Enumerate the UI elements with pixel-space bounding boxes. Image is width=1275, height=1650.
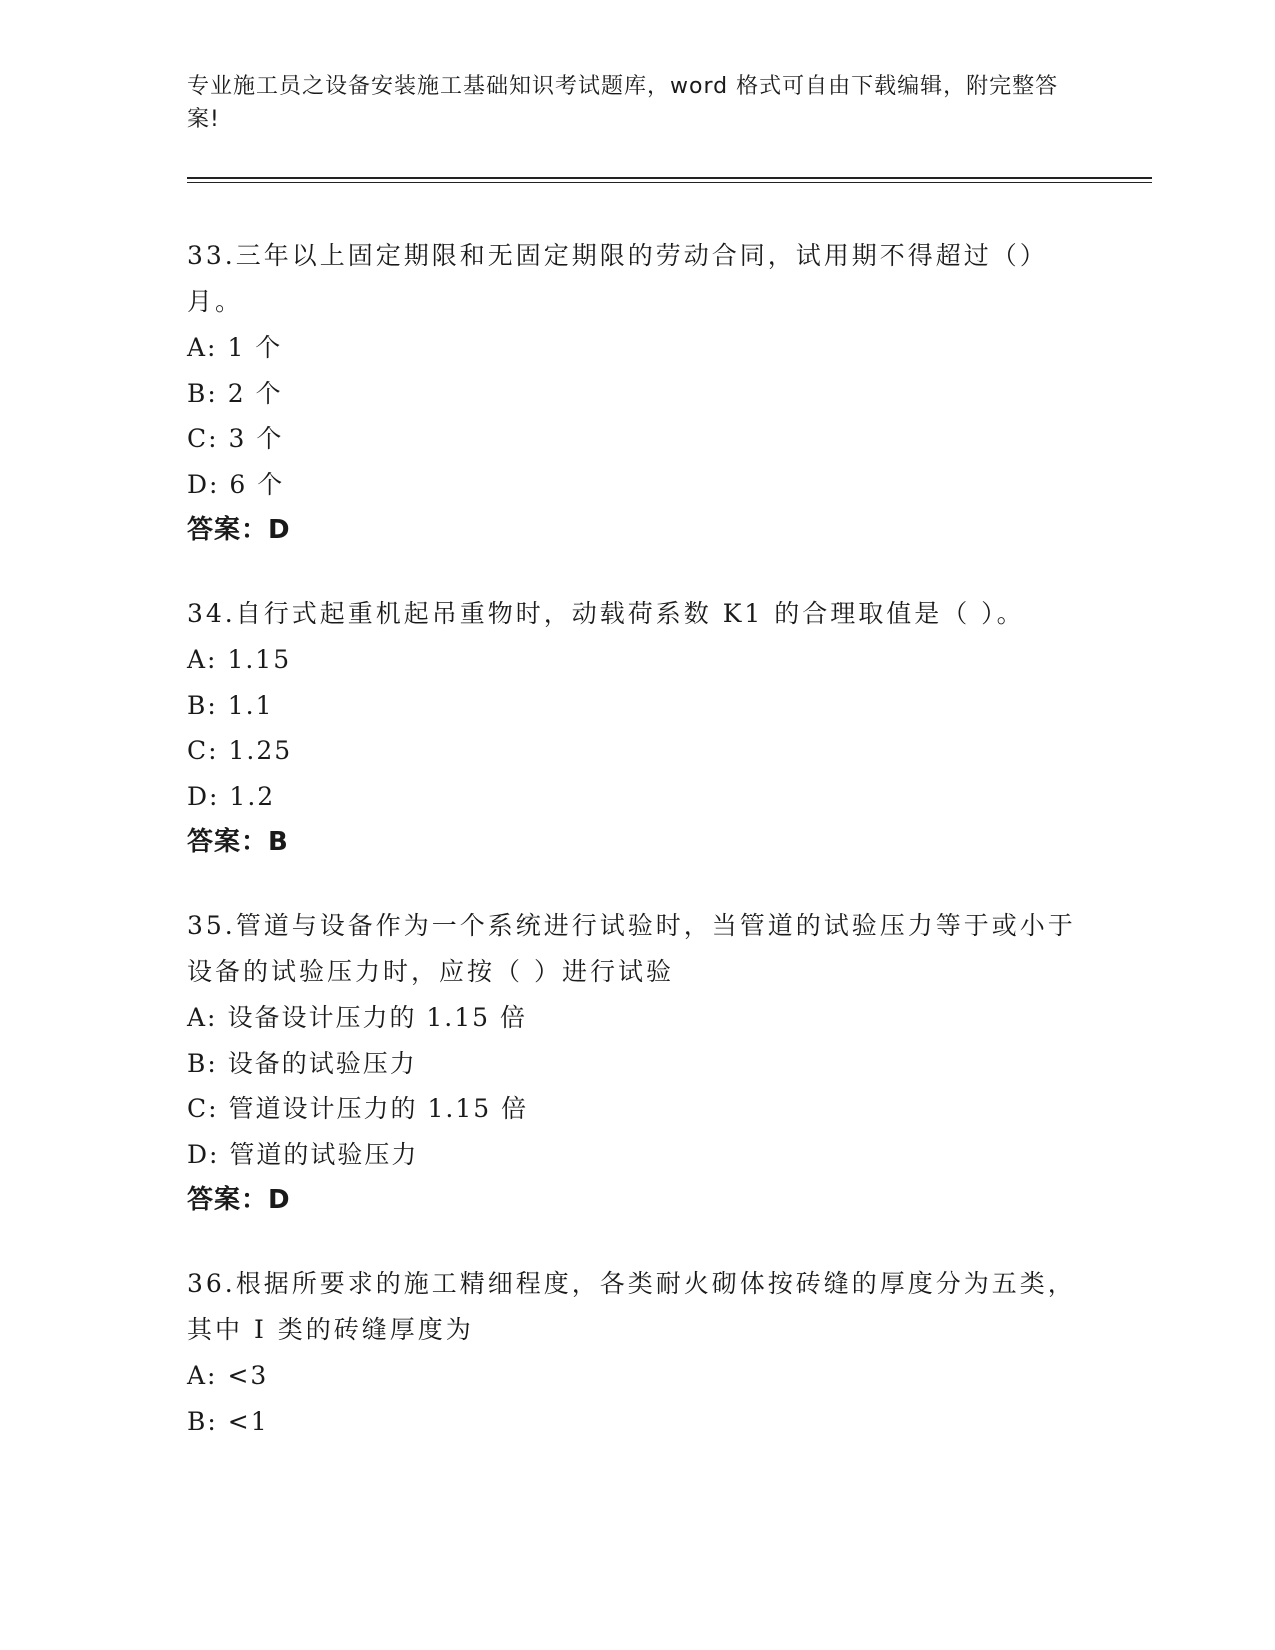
option-key: C: [187,736,219,765]
option-text: 1.15 [227,645,292,674]
header-divider-thin [187,182,1152,183]
answer: 答案：D [187,515,291,545]
option-text: 1.25 [228,736,293,765]
question-text: 35.管道与设备作为一个系统进行试验时，当管道的试验压力等于或小于设备的试验压力时，应按（ ）进行试验 [187,911,1076,986]
option-text: 6 个 [229,469,285,499]
option-d [187,774,1087,820]
question-text: 34.自行式起重机起吊重物时，动载荷系数 K1 的合理取值是（ ）。 [187,599,1025,628]
option-b [187,371,1087,417]
option-key: A: [187,1003,218,1032]
option-c [187,728,1087,774]
option-key: A: [187,333,218,362]
header-divider [187,177,1152,179]
option-key: A: [187,645,218,674]
option-a [187,1353,1087,1399]
question-36 [187,1261,1087,1444]
option-key: B: [187,1406,218,1436]
option-text: <3 [227,1361,269,1390]
answer: 答案：B [187,827,289,857]
question-33 [187,233,1087,553]
option-text: 管道的试验压力 [229,1139,419,1169]
document-header: 专业施工员之设备安装施工基础知识考试题库，word 格式可自由下载编辑，附完整答案! [187,74,1059,132]
option-d [187,1132,1087,1178]
answer: 答案：D [187,1185,291,1215]
option-key: D: [187,1139,220,1169]
option-text: 1.1 [227,690,274,720]
option-key: C: [187,424,219,453]
option-a [187,325,1087,371]
option-key: D: [187,469,220,499]
option-text: 2 个 [227,378,283,408]
option-key: B: [187,1048,218,1078]
option-d [187,462,1087,508]
option-key: D: [187,781,220,811]
option-key: B: [187,378,218,408]
question-list [187,233,1087,1482]
option-text: 1 个 [227,333,283,362]
option-text: 管道设计压力的 1.15 倍 [228,1094,529,1123]
option-b [187,683,1087,729]
question-text: 36.根据所要求的施工精细程度，各类耐火砌体按砖缝的厚度分为五类，其中 I 类的砖缝厚度为 [187,1269,1076,1344]
option-text: <1 [227,1406,269,1436]
option-text: 3 个 [228,424,284,453]
option-key: A: [187,1361,218,1390]
option-text: 设备设计压力的 1.15 倍 [227,1003,527,1032]
option-key: C: [187,1094,219,1123]
question-35 [187,903,1087,1223]
option-text: 设备的试验压力 [227,1048,417,1078]
option-text: 1.2 [229,781,276,811]
option-b [187,1399,1087,1445]
option-a [187,637,1087,683]
option-key: B: [187,690,218,720]
option-b [187,1041,1087,1087]
option-a [187,995,1087,1041]
question-text: 33.三年以上固定期限和无固定期限的劳动合同，试用期不得超过（）月。 [187,241,1048,316]
option-c [187,416,1087,462]
option-c [187,1086,1087,1132]
question-34 [187,591,1087,865]
